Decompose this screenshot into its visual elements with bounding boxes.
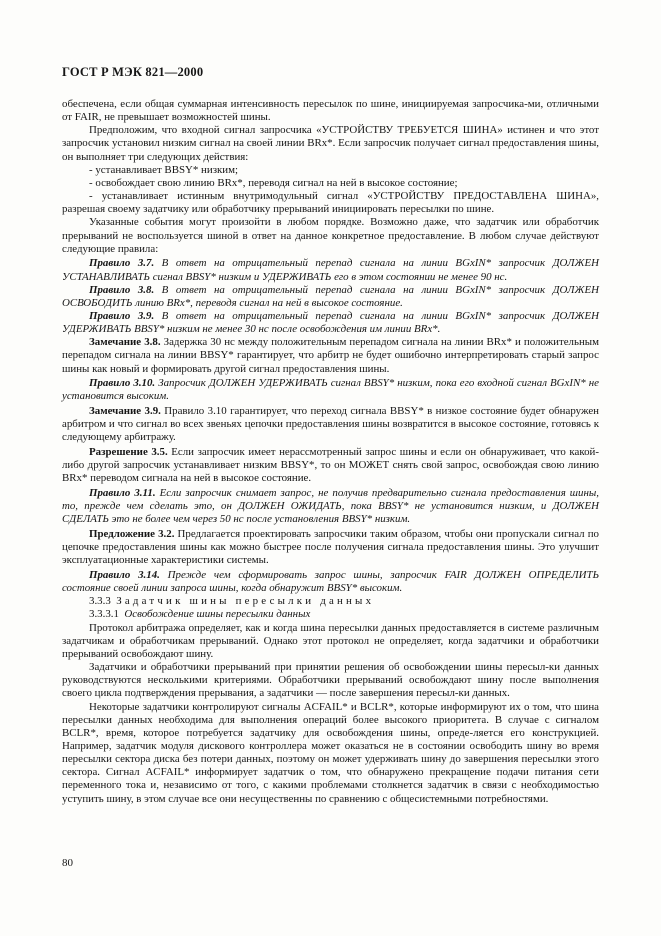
subsection-number: 3.3.3.1 [89, 608, 119, 621]
permission-label: Разрешение 3.5. [89, 446, 168, 459]
note-3-8 [62, 336, 599, 375]
rule-3-14 [62, 569, 599, 595]
rule-text: В ответ на отрицательный перепад сигнала на линии BGxIN* запросчик ДОЛЖЕН ОСВОБОДИТЬ линию BRx*, переводя сигнал на ней в высокое состояние. [62, 283, 599, 309]
paragraph: Предположим, что входной сигнал запросчика «УСТРОЙСТВУ ТРЕБУЕТСЯ ШИНА» истинен и что этот запросчик установил низким сигнал на своей линии BRx*. Если запросчик получает сигнал предоставления шины, он выполняет три следующих действия: [62, 124, 599, 163]
rule-3-11 [62, 487, 599, 526]
rule-3-9 [62, 310, 599, 336]
note-3-9 [62, 405, 599, 444]
rule-3-10 [62, 377, 599, 403]
subsection-title: Освобождение шины пересылки данных [124, 608, 311, 621]
permission-3-5 [62, 446, 599, 485]
document-body [62, 98, 599, 806]
rule-label: Правило 3.10. [89, 377, 156, 390]
paragraph: Задатчики и обработчики прерываний при принятии решения об освобождении шины пересыл-ки данных руководствуются несколькими критериями. Обработчики прерываний освобождают шину после выполнения своего цикла подтверждения прерывания, а задатчики — после завершения пересыл-ки данных. [62, 661, 599, 700]
rule-text: Запросчик ДОЛЖЕН УДЕРЖИВАТЬ сигнал BBSY* низким, пока его входной сигнал BGxIN* не установится высоким. [62, 377, 599, 403]
suggestion-3-2 [62, 528, 599, 567]
note-text: Задержка 30 нс между положительным перепадом сигнала на линии BRx* и положительным перепадом сигнала на линии BBSY* гарантирует, что арбитр не будет ошибочно интерпретировать старый запрос шины как новый и формировать другой сигнал предоставления шины. [62, 336, 599, 375]
rule-label: Правило 3.7. [89, 257, 155, 270]
rule-text: В ответ на отрицательный перепад сигнала на линии BGxIN* запросчик ДОЛЖЕН УДЕРЖИВАТЬ BBSY* низким не менее 30 нс после освобождения им линии BRx*. [62, 310, 599, 336]
paragraph: обеспечена, если общая суммарная интенсивность пересылок по шине, инициируемая запросчика-ми, отличными от FAIR, не превышает возможностей шины. [62, 98, 599, 124]
suggestion-label: Предложение 3.2. [89, 528, 175, 540]
rule-text: В ответ на отрицательный перепад сигнала на линии BGxIN* запросчик ДОЛЖЕН УСТАНАВЛИВАТЬ сигнал BBSY* низким и УДЕРЖИВАТЬ его в этом состоянии не менее 90 нс. [62, 257, 599, 283]
paragraph: Указанные события могут произойти в любом порядке. Возможно даже, что задатчик или обработчик прерываний не воспользуется шиной в ответ на данное конкретное предоставление. В любом случае действуют следующие правила: [62, 216, 599, 255]
paragraph: Некоторые задатчики контролируют сигналы ACFAIL* и BCLR*, которые информируют их о том, что шина пересылки данных необходима для выполнения операций более высокого приоритета. В случае с сигналом BCLR*, время, которое потребуется задатчику для освобождения шины, опреде-ляется его конструкцией. Например, задатчик модуля дискового контроллера может оказаться не в состоянии освободить шину во время пересылки сектора диска без потери данных, поэтому он может удерживать шину до завершения пересылки этого сектора. Сигнал ACFAIL* информирует задатчик о том, что обнаружено прекращение подачи питания сети переменного тока и, независимо от того, с какими проблемами столкнется задатчик в связи с необходимостью уступить шину, в этом случае все они несущественны по сравнению с общесистемными потребностями. [62, 700, 599, 805]
rule-text: Прежде чем сформировать запрос шины, запросчик FAIR ДОЛЖЕН ОПРЕДЕЛИТЬ состояние своей линии запроса шины, когда обнаружит BBSY* высоким. [62, 568, 600, 595]
rule-3-8 [62, 284, 599, 310]
list-item: - устанавливает BBSY* низким; [89, 163, 239, 176]
rule-label: Правило 3.14. [89, 568, 160, 581]
standard-header: ГОСТ Р МЭК 821—2000 [62, 65, 204, 79]
list-item: - освобождает свою линию BRx*, переводя сигнал на ней в высокое состояние; [89, 176, 458, 189]
paragraph: Протокол арбитража определяет, как и когда шина пересылки данных предоставляется в системе различным задатчикам и обработчикам прерываний. Однако этот протокол не определяет, когда задатчики и обработчики прерываний освобождают шину. [62, 621, 599, 660]
rule-label: Правило 3.8. [89, 283, 155, 296]
note-label: Замечание 3.9. [89, 405, 161, 418]
subsection-heading-3-3-3-1 [62, 608, 599, 621]
section-heading-3-3-3 [62, 595, 599, 608]
rule-label: Правило 3.11. [89, 487, 156, 500]
rule-text: Если запросчик снимает запрос, не получив предварительно сигнала предоставления шины, то, прежде чем сделать это, он ДОЛЖЕН ОЖИДАТЬ, пока BBSY* не установится низким, и ДОЛЖЕН СДЕЛАТЬ это не более чем через 50 нс после установления BBSY* низким. [62, 487, 599, 526]
note-text: Правило 3.10 гарантирует, что переход сигнала BBSY* в низкое состояние будет обнаружен арбитром и что сигнал во всех звеньях цепочки предоставления шины возвратится в высокое состояние, готовясь к следующему арбитражу. [62, 405, 599, 444]
list-item: - устанавливает истинным внутримодульный сигнал «УСТРОЙСТВУ ПРЕДОСТАВЛЕНА ШИНА», разрешая своему задатчику или обработчику прерываний инициировать пересылки по шине. [62, 190, 599, 216]
rule-3-7 [62, 257, 599, 283]
section-title: Задатчик шины пересылки данных [116, 595, 375, 608]
permission-text: Если запросчик имеет нерассмотренный запрос шины и если он обнаруживает, что какой-либо другой запросчик устанавливает низким BBSY*, то он МОЖЕТ снять свой запрос, освобождая свою линию BRx* переводом сигнала на ней в высокое состояние. [62, 446, 599, 485]
rule-label: Правило 3.9. [89, 310, 155, 322]
note-label: Замечание 3.8. [89, 336, 161, 349]
page-number: 80 [62, 857, 73, 869]
suggestion-text: Предлагается проектировать запросчики таким образом, чтобы они пропускали сигнал по цепочке предоставления шины как можно быстрее после получения сигнала предоставления шины. Это улучшит эксплуатационные характеристики системы. [62, 528, 599, 567]
section-number: 3.3.3 [89, 595, 111, 608]
